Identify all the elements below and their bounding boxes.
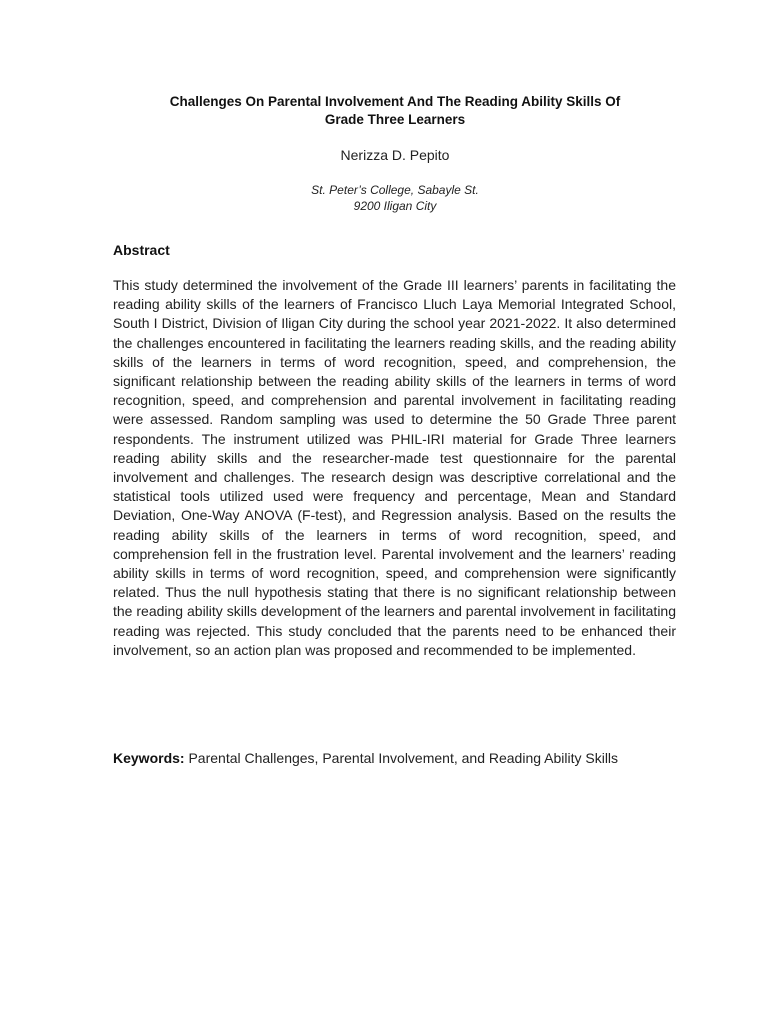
author-affiliation xyxy=(110,182,680,214)
paper-title xyxy=(110,93,680,129)
abstract-body: This study determined the involvement of the Grade III learners’ parents in facilitating the reading ability skills of the learners of Francisco Lluch Laya Memorial Integrated School, South I District, Division of Iligan City during the school year 2021-2022. It also determined the challenges encountered in facilitating the learners reading skills, and the reading ability skills of the learners in terms of word recognition, speed, and comprehension, the significant relationship between the reading ability skills of the learners in terms of word recognition, speed, and comprehension and parental involvement in facilitating reading were assessed. Random sampling was used to determine the 50 Grade Three parent respondents. The instrument utilized was PHIL-IRI material for Grade Three learners reading ability skills and the researcher-made test questionnaire for the parental involvement and challenges. The research design was descriptive correlational and the statistical tools utilized used were frequency and percentage, Mean and Standard Deviation, One-Way ANOVA (F-test), and Regression analysis. Based on the results the reading ability skills of the learners in terms of word recognition, speed, and comprehension fell in the frustration level. Parental involvement and the learners’ reading ability skills in terms of word recognition, speed, and comprehension were significantly related. Thus the null hypothesis stating that there is no significant relationship between the reading ability skills development of the learners and parental involvement in facilitating reading was rejected. This study concluded that the parents need to be enhanced their involvement, so an action plan was proposed and recommended to be implemented. xyxy=(113,277,676,658)
abstract-heading: Abstract xyxy=(113,242,170,258)
affiliation-line-1: St. Peter’s College, Sabayle St. xyxy=(311,183,479,197)
author-name: Nerizza D. Pepito xyxy=(340,147,450,163)
affiliation-line-2: 9200 Iligan City xyxy=(353,199,437,213)
keywords-text: Parental Challenges, Parental Involvement, and Reading Ability Skills xyxy=(188,750,619,766)
keywords-line xyxy=(113,749,713,768)
paper-title-line-1: Challenges On Parental Involvement And The Reading Ability Skills Of xyxy=(169,94,621,109)
paper-title-line-2: Grade Three Learners xyxy=(324,112,466,127)
keywords-label: Keywords: xyxy=(113,750,185,766)
